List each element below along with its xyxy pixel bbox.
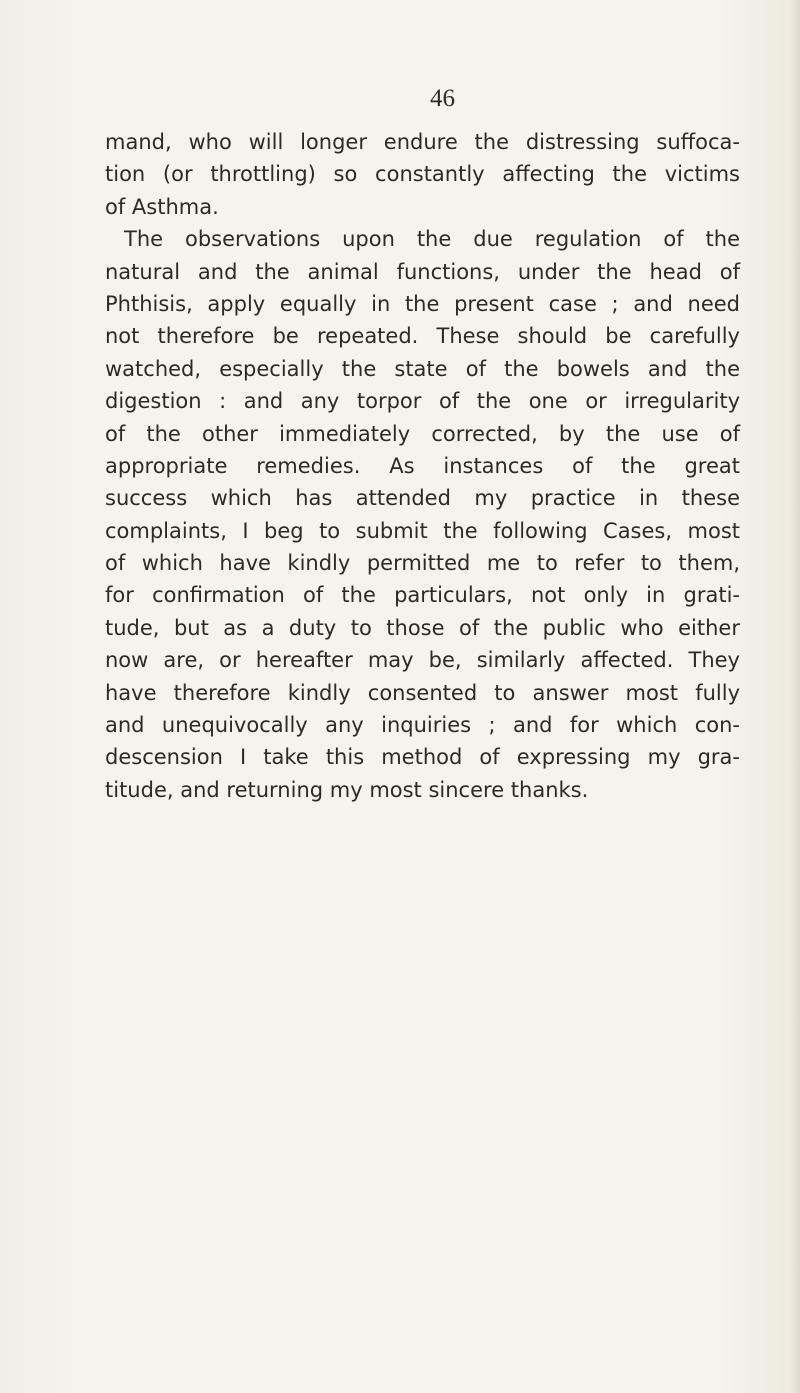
text-line: have therefore kindly consented to answer most fully (105, 680, 740, 705)
text-line: titude, and returning my most sincere thanks. (105, 777, 589, 802)
page-number: 46 (430, 85, 455, 112)
text-line: for confirmation of the particulars, not only in grati- (105, 583, 740, 608)
text-line: descension I take this method of expressing my gra- (105, 745, 740, 770)
text-line: of Asthma. (105, 194, 219, 219)
text-line: mand, who will longer endure the distressing suffoca- (105, 130, 740, 154)
text-line: appropriate remedies. As instances of the great (105, 453, 740, 478)
text-line: tion (or throttling) so constantly affecting the victims (105, 162, 740, 187)
text-line: tude, but as a duty to those of the public who either (105, 615, 740, 640)
paragraph-start-line: The observations upon the due regulation of the (124, 227, 740, 252)
text-line: and unequivocally any inquiries ; and for which con- (105, 713, 740, 738)
text-line: not therefore be repeated. These should be carefully (105, 324, 740, 349)
page-edge-shadow (790, 0, 800, 1393)
text-line: watched, especially the state of the bowels and the (105, 356, 740, 381)
text-line: now are, or hereafter may be, similarly affected. They (105, 648, 740, 673)
text-line: of the other immediately corrected, by the use of (105, 421, 740, 446)
text-line: Phthisis, apply equally in the present case ; and need (105, 291, 740, 316)
text-line: natural and the animal functions, under the head of (105, 259, 740, 284)
text-line: success which has attended my practice in these (105, 486, 740, 511)
text-line: complaints, I beg to submit the following Cases, most (105, 518, 740, 543)
text-line: of which have kindly permitted me to refer to them, (105, 551, 740, 576)
body-text (105, 126, 740, 806)
text-line: digestion : and any torpor of the one or irregularity (105, 389, 740, 414)
